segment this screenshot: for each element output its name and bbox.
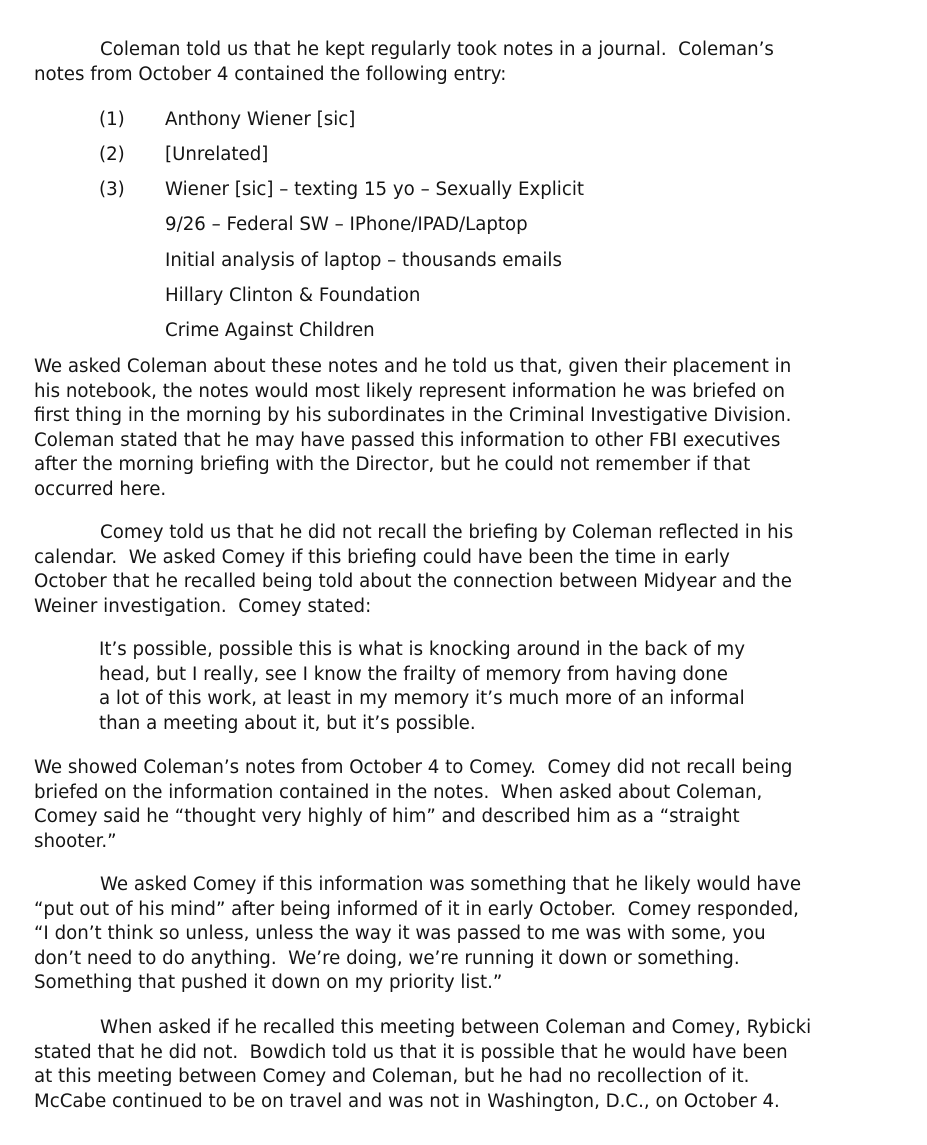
paragraph-coleman-journal: Coleman told us that he kept regularly took notes in a journal. Coleman’s notes from October 4 contained the following entry: [34,39,774,85]
notes-list-text: Anthony Wiener [sic] [165,109,356,130]
notes-list-text: 9/26 – Federal SW – IPhone/IPAD/Laptop [165,214,528,235]
paragraph-meeting-recall: When asked if he recalled this meeting between Coleman and Comey, Rybicki stated that he did not. Bowdich told us that it is possible that he would have been at this meeting between Comey and Coleman, but he had no recollection of it. McCabe continued to be on travel and was not in Washington, D.C., on October 4. [34,1017,812,1112]
notes-list-item [0,143,927,169]
paragraph-notes-shown: We showed Coleman’s notes from October 4 to Comey. Comey did not recall being briefed on the information contained in the notes. When asked about Coleman, Comey said he “thought very highly of him” and described him as a “straight shooter.” [34,757,793,852]
notes-list-item [0,178,927,204]
paragraph-notes-explanation: We asked Coleman about these notes and he told us that, given their placement in his notebook, the notes would most likely represent information he was briefed on first thing in the morning by his subordinates in the Criminal Investigative Division. Coleman stated that he may have passed this information to other FBI executives after the morning briefing with the Director, but he could not remember if that occurred here. [34,356,792,500]
notes-list-item [0,284,927,310]
notes-list-number: (3) [99,179,125,200]
notes-list-number: (2) [99,144,125,165]
paragraph-priority-list: We asked Comey if this information was something that he likely would have “put out of his mind” after being informed of it in early October. Comey responded, “I don’t think so unless, unless the way it was passed to me was with some, you don’t need to do anything. We’re doing, we’re running it down or something. Something that pushed it down on my priority list.” [34,874,802,993]
notes-list-item [0,319,927,345]
notes-list-number: (1) [99,109,125,130]
block-quote-comey: It’s possible, possible this is what is knocking around in the back of my head, but I really, see I know the frailty of memory from having done a lot of this work, at least in my memory it’s much more of an informal than a meeting about it, but it’s possible. [99,639,745,734]
notes-list-item [0,108,927,134]
notes-list-text: Initial analysis of laptop – thousands emails [165,250,562,271]
paragraph-comey-recall: Comey told us that he did not recall the briefing by Coleman reflected in his calendar. We asked Comey if this briefing could have been the time in early October that he recalled being told about the connection between Midyear and the Weiner investigation. Comey stated: [34,522,794,617]
notes-list-text: Hillary Clinton & Foundation [165,285,421,306]
notes-list-text: [Unrelated] [165,144,269,165]
notes-list-text: Wiener [sic] – texting 15 yo – Sexually Explicit [165,179,585,200]
notes-list-item [0,249,927,275]
notes-list-text: Crime Against Children [165,320,375,341]
notes-list-item [0,213,927,239]
